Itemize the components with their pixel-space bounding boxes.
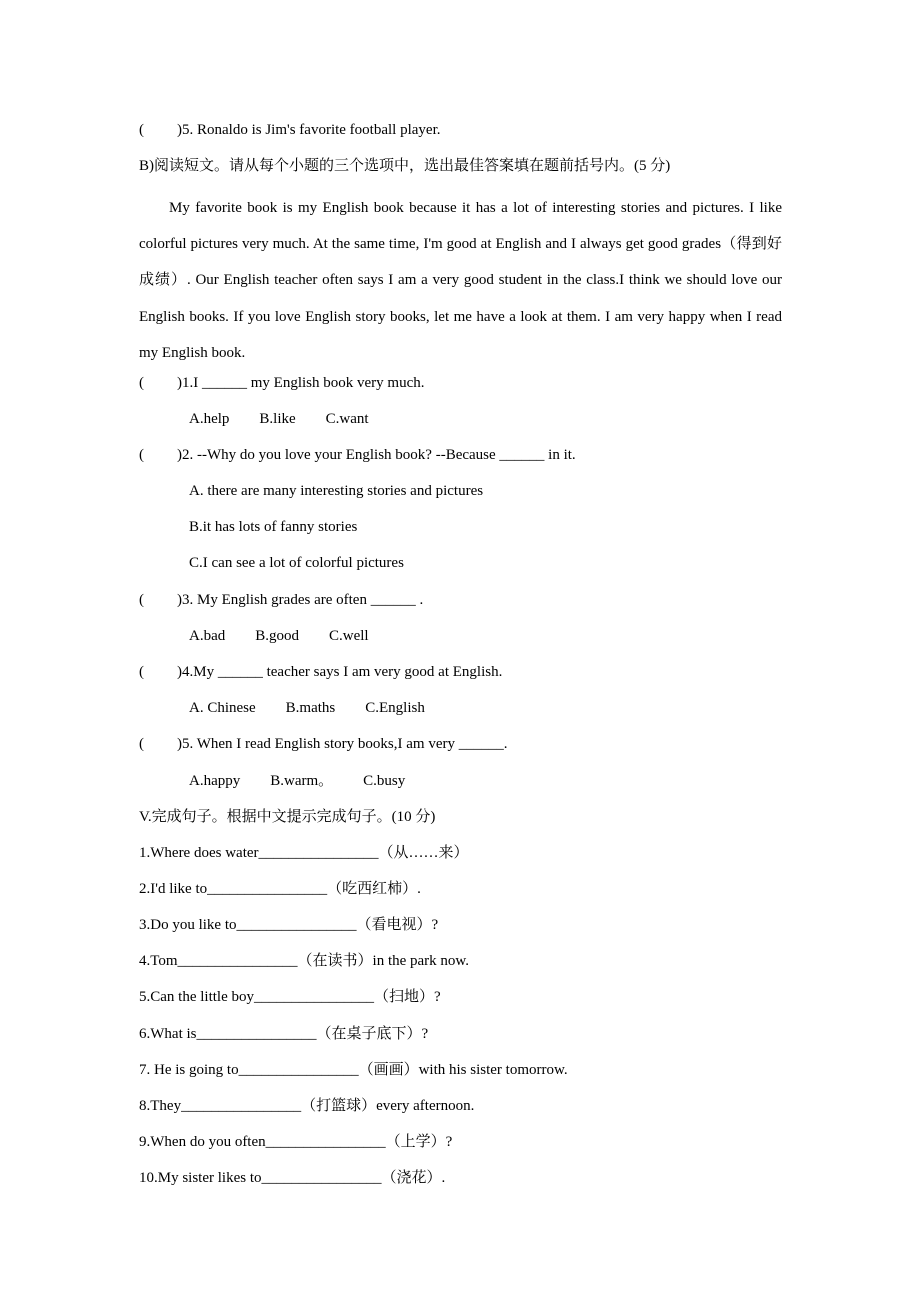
option-a: A. Chinese xyxy=(189,700,256,716)
option-a: A.help xyxy=(189,411,230,427)
question-item xyxy=(139,445,576,465)
sentence-item: 6.What is________________（在桌子底下）? xyxy=(139,1026,429,1042)
options-row xyxy=(189,698,425,718)
option-c: C.English xyxy=(365,700,425,716)
sentence-item: 5.Can the little boy________________（扫地）? xyxy=(139,989,441,1005)
option-b: B.warm。 xyxy=(270,773,334,789)
question-text: )5. Ronaldo is Jim's favorite football player. xyxy=(177,122,441,138)
question-text: )4.My ______ teacher says I am very good at English. xyxy=(177,664,503,680)
options-row xyxy=(189,409,369,429)
answer-bracket: ( xyxy=(139,122,144,138)
option-c: C.want xyxy=(325,411,369,427)
answer-bracket: ( xyxy=(139,447,144,463)
sentence-item: 10.My sister likes to________________（浇花）. xyxy=(139,1170,446,1186)
question-item xyxy=(139,120,441,140)
question-item xyxy=(139,590,423,610)
options-row xyxy=(189,626,369,646)
answer-bracket: ( xyxy=(139,375,144,391)
option-a: A.bad xyxy=(189,628,226,644)
sentence-item: 3.Do you like to________________（看电视）? xyxy=(139,917,439,933)
option-b: B.maths xyxy=(285,700,336,716)
reading-passage: My favorite book is my English book because it has a lot of interesting stories and pictures. I like colorful pictures very much. At the same time, I'm good at English and I always get good grades（得到好成绩）. Our English teacher often says I am a very good student in the class.I think we should love our English books. If you love English story books, let me have a look at them. I am very happy when I read my English book. xyxy=(139,200,782,361)
answer-bracket: ( xyxy=(139,736,144,752)
sentence-item: 8.They________________（打篮球）every afternoon. xyxy=(139,1098,475,1114)
answer-bracket: ( xyxy=(139,664,144,680)
sentence-item: 4.Tom________________（在读书）in the park now. xyxy=(139,953,470,969)
question-item xyxy=(139,734,508,754)
question-item xyxy=(139,373,424,393)
option-a: A. there are many interesting stories and pictures xyxy=(189,483,484,499)
question-text: )2. --Why do you love your English book? --Because ______ in it. xyxy=(177,447,576,463)
question-text: )5. When I read English story books,I am very ______. xyxy=(177,736,508,752)
option-b: B.it has lots of fanny stories xyxy=(189,519,358,535)
sentence-item: 1.Where does water________________（从……来） xyxy=(139,845,469,861)
option-c: C.busy xyxy=(363,773,406,789)
option-c: C.I can see a lot of colorful pictures xyxy=(189,555,404,571)
option-a: A.happy xyxy=(189,773,241,789)
sentence-item: 9.When do you often________________（上学）? xyxy=(139,1134,453,1150)
options-row xyxy=(189,771,405,791)
section-b-heading: B)阅读短文。请从每个小题的三个选项中，选出最佳答案填在题前括号内。(5 分) xyxy=(139,158,671,174)
section-v-heading: V.完成句子。根据中文提示完成句子。(10 分) xyxy=(139,809,436,825)
option-b: B.like xyxy=(259,411,296,427)
question-text: )3. My English grades are often ______ . xyxy=(177,592,424,608)
sentence-item: 7. He is going to________________（画画）with his sister tomorrow. xyxy=(139,1062,568,1078)
answer-bracket: ( xyxy=(139,592,144,608)
option-c: C.well xyxy=(329,628,369,644)
sentence-item: 2.I'd like to________________（吃西红柿）. xyxy=(139,881,421,897)
question-text: )1.I ______ my English book very much. xyxy=(177,375,425,391)
question-item xyxy=(139,662,502,682)
option-b: B.good xyxy=(255,628,300,644)
